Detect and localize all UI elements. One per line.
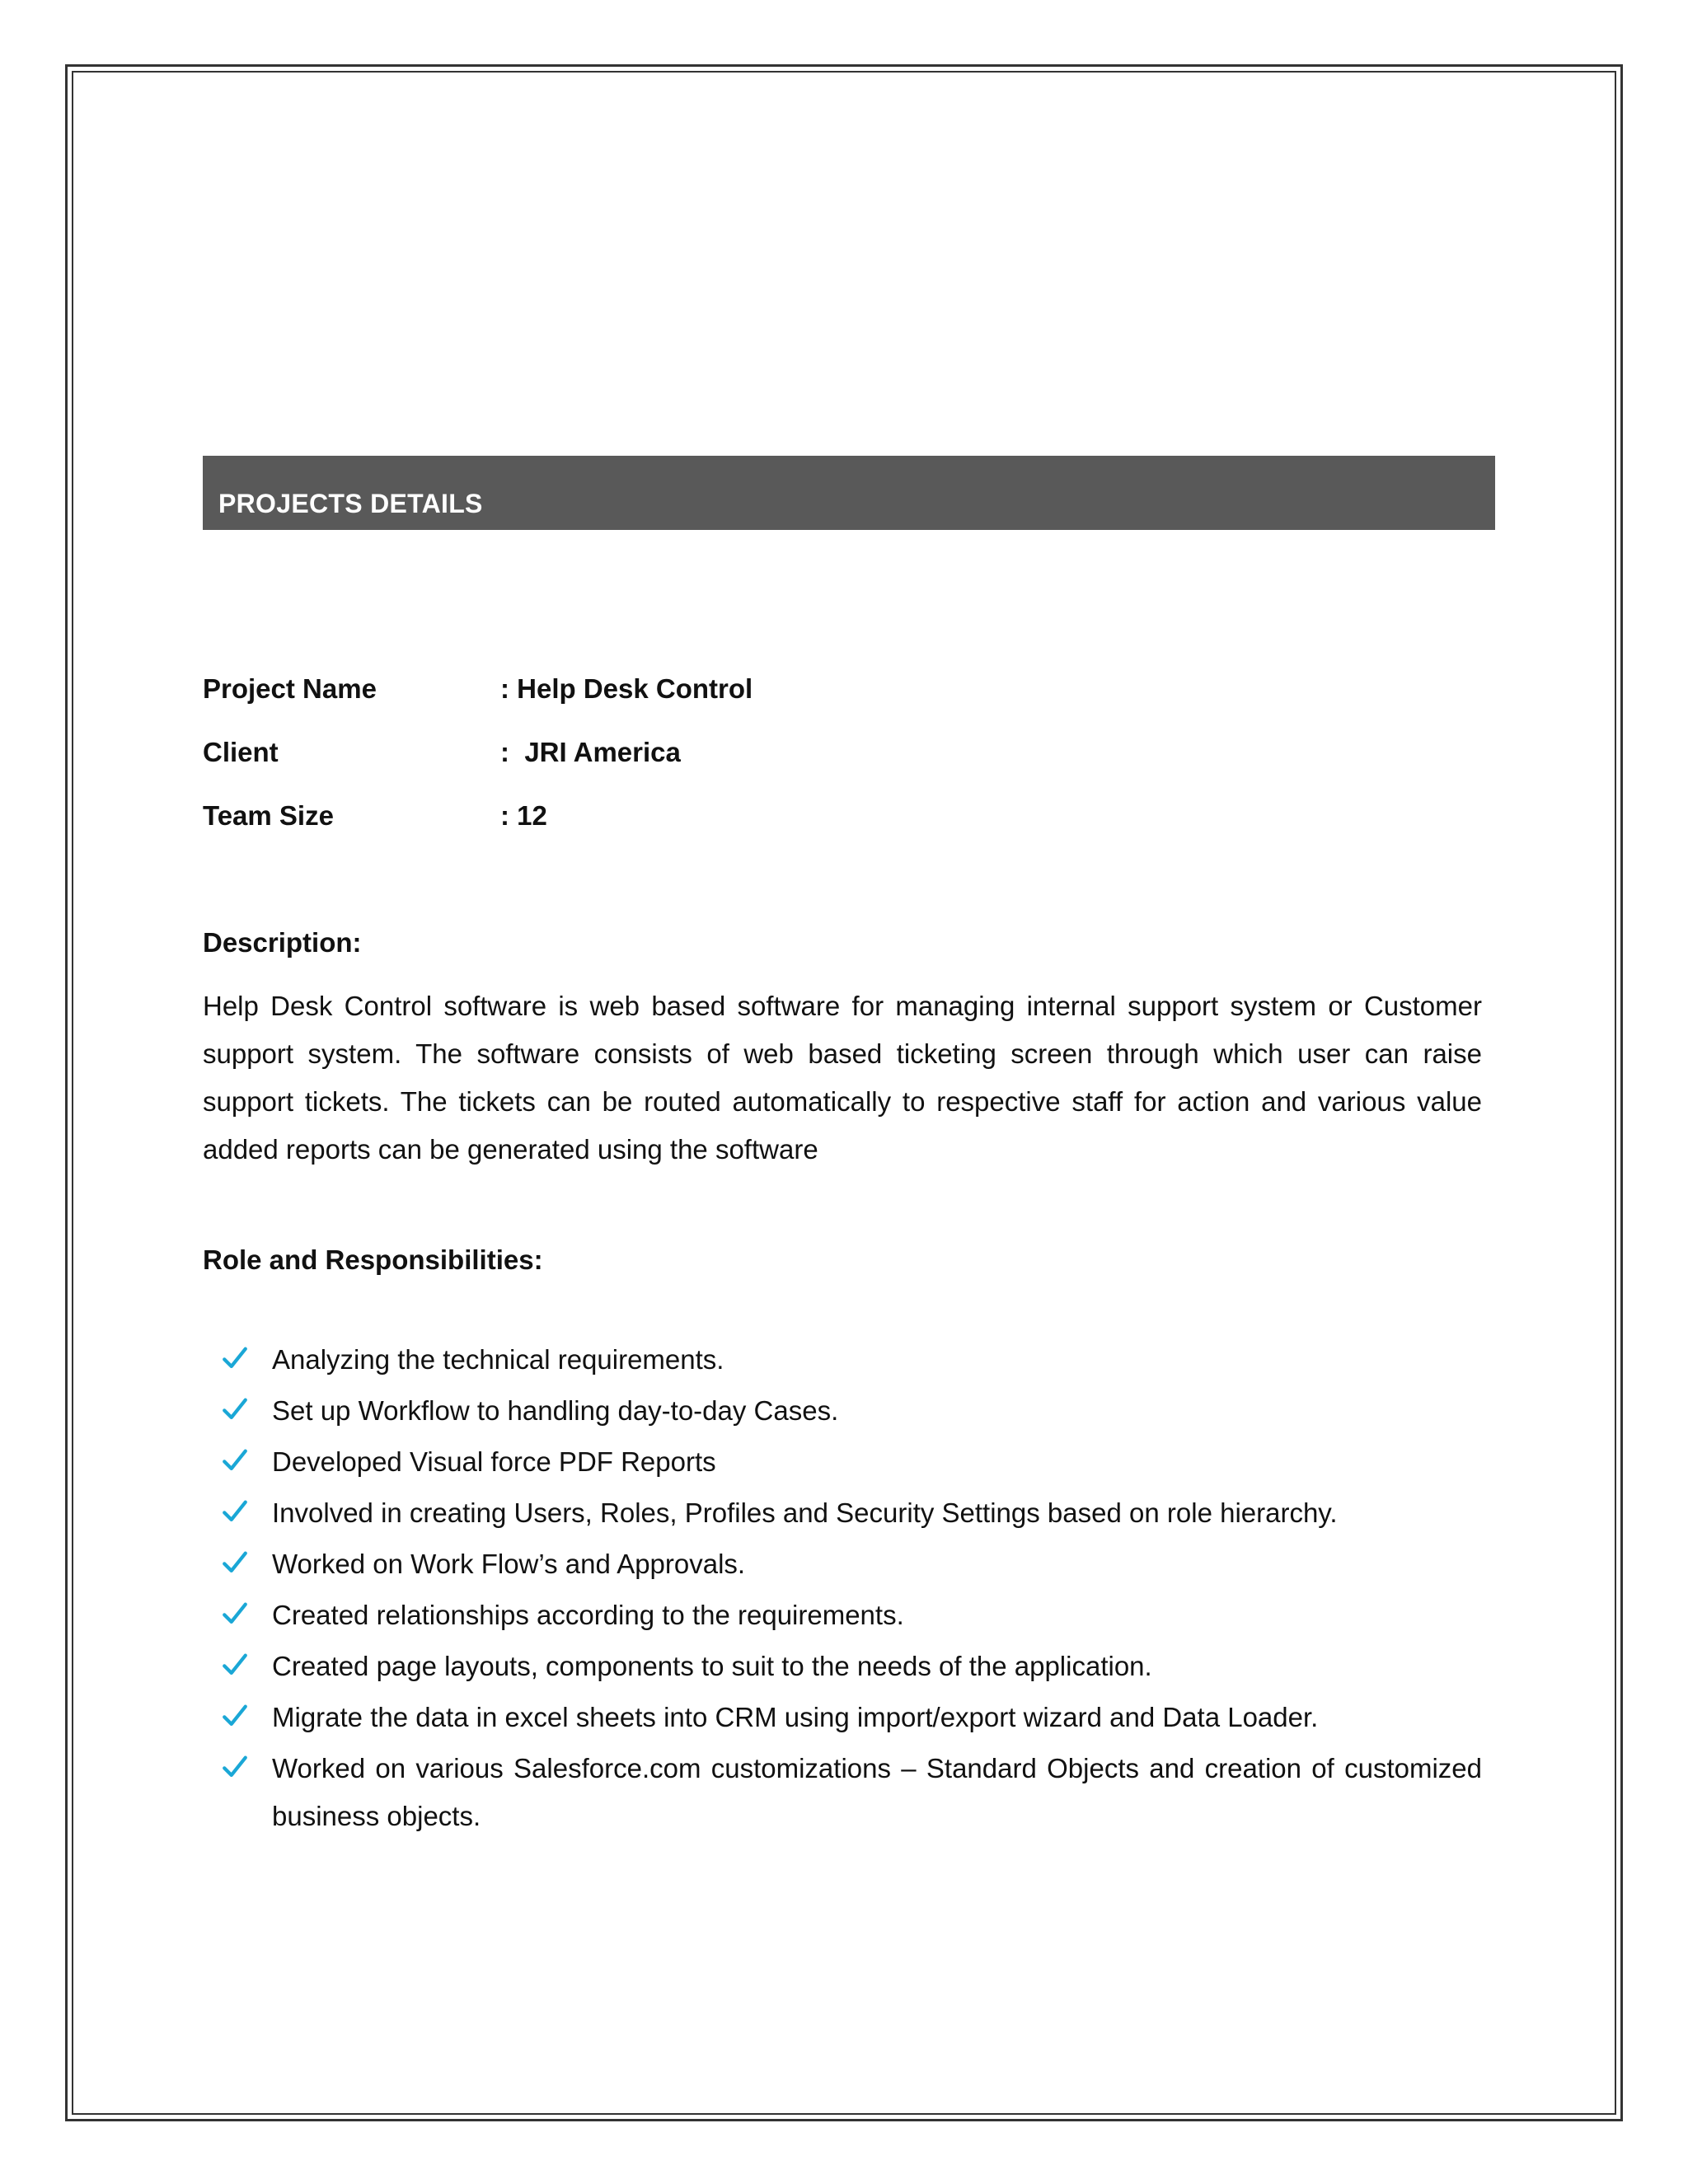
checkmark-icon <box>221 1446 249 1474</box>
list-item <box>203 1387 1482 1435</box>
project-name-label: Project Name <box>203 673 377 704</box>
list-item-text: Set up Workflow to handling day-to-day Cases. <box>272 1395 839 1426</box>
list-item-text: Involved in creating Users, Roles, Profiles and Security Settings based on role hierarchy. <box>272 1497 1338 1528</box>
checkmark-icon <box>221 1702 249 1730</box>
checkmark-icon <box>221 1600 249 1628</box>
responsibilities-heading: Role and Responsibilities: <box>203 1244 543 1275</box>
description-heading: Description: <box>203 927 362 958</box>
checkmark-icon <box>221 1395 249 1423</box>
list-item-text: Analyzing the technical requirements. <box>272 1344 724 1375</box>
list-item-text: Created page layouts, components to suit to the needs of the application. <box>272 1651 1152 1681</box>
team-size-label: Team Size <box>203 800 334 831</box>
section-header-bar <box>203 456 1495 530</box>
list-item-text: Created relationships according to the requirements. <box>272 1600 904 1630</box>
checkmark-icon <box>221 1549 249 1577</box>
client-value: : JRI America <box>500 737 681 767</box>
checkmark-icon <box>221 1497 249 1526</box>
responsibilities-list <box>203 1336 1482 1844</box>
checkmark-icon <box>221 1651 249 1679</box>
list-item-text: Developed Visual force PDF Reports <box>272 1446 716 1477</box>
project-name-value: : Help Desk Control <box>500 673 753 704</box>
list-item <box>203 1438 1482 1486</box>
checkmark-icon <box>221 1344 249 1372</box>
checkmark-icon <box>221 1753 249 1781</box>
description-text: Help Desk Control software is web based software for managing internal support system or Customer support system. The software consists of web based ticketing screen through which user can raise support tickets. The tickets can be routed automatically to respective staff for action and various value added reports can be generated using the software <box>203 991 1482 1165</box>
list-item <box>203 1745 1482 1840</box>
list-item <box>203 1694 1482 1741</box>
list-item <box>203 1336 1482 1384</box>
team-size-value: : 12 <box>500 800 547 831</box>
list-item-text: Worked on Work Flow’s and Approvals. <box>272 1549 746 1579</box>
section-title: PROJECTS DETAILS <box>218 489 483 518</box>
list-item <box>203 1489 1482 1537</box>
list-item-text: Worked on various Salesforce.com customizations – Standard Objects and creation of customized business objects. <box>272 1753 1482 1831</box>
list-item-text: Migrate the data in excel sheets into CRM using import/export wizard and Data Loader. <box>272 1702 1319 1732</box>
list-item <box>203 1643 1482 1690</box>
client-label: Client <box>203 737 279 767</box>
list-item <box>203 1591 1482 1639</box>
list-item <box>203 1540 1482 1588</box>
